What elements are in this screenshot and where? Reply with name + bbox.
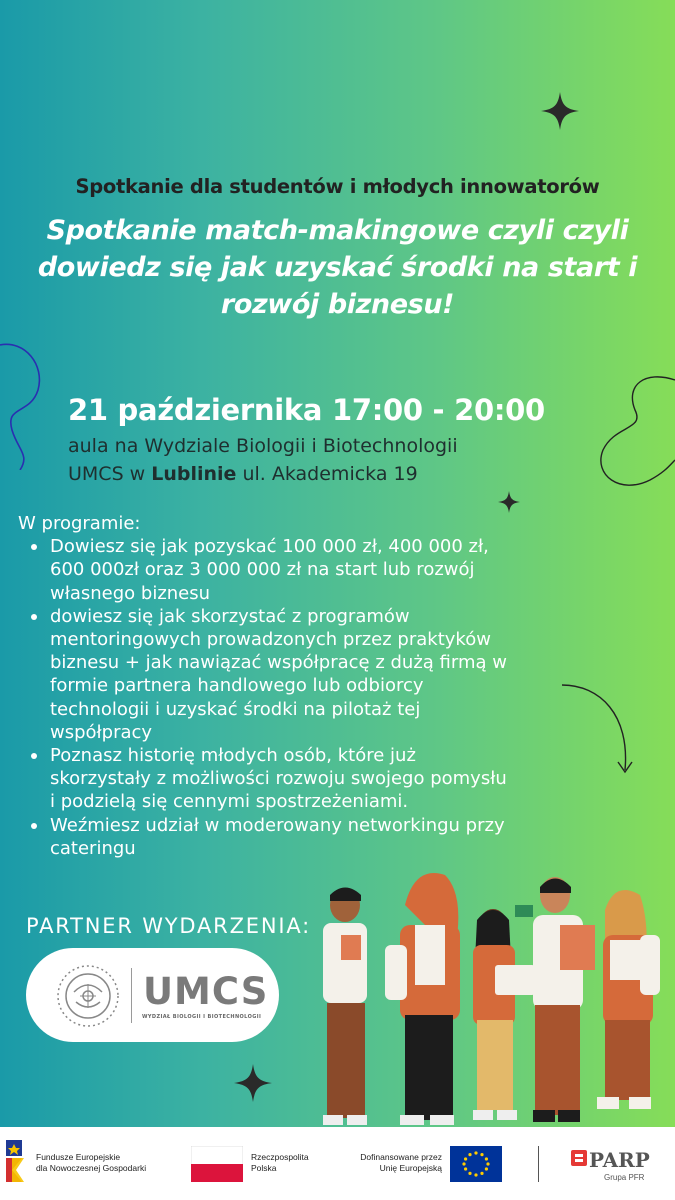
- fe-label: [36, 1152, 146, 1174]
- rp-label-line: Polska: [251, 1163, 277, 1173]
- parp-logo-text: PARP: [589, 1148, 650, 1172]
- program-line: cateringu: [50, 837, 136, 859]
- eu-label: [342, 1152, 442, 1174]
- umcs-emblem-icon: [54, 962, 122, 1030]
- sparkle-icon: [234, 1064, 272, 1102]
- fe-label-line: Fundusze Europejskie: [36, 1152, 121, 1162]
- event-title-line: rozwój biznesu!: [220, 289, 455, 320]
- students-illustration: [305, 865, 675, 1140]
- program-heading: W programie:: [18, 513, 141, 534]
- program-line: technologii i uzyskać środki na pilotaż tej: [50, 698, 421, 720]
- program-item: [50, 744, 638, 814]
- program-line: Poznasz historię młodych osób, które już: [50, 745, 416, 767]
- program-list: [18, 535, 638, 860]
- venue-city: Lublinie: [151, 463, 237, 485]
- program-line: mentoringowych prowadzonych przez praktyków: [50, 629, 491, 651]
- event-venue: [68, 432, 628, 488]
- program-line: skorzystały z możliwości rozwoju swojego pomysłu: [50, 768, 507, 790]
- program-section: [18, 512, 638, 860]
- event-subtitle: Spotkanie dla studentów i młodych innowatorów: [75, 175, 600, 198]
- umcs-logo-text: UMCS: [143, 970, 269, 1013]
- poland-flag-icon: [191, 1146, 243, 1182]
- program-item: [50, 814, 638, 860]
- event-title-line: dowiedz się jak uzyskać środki na start i: [37, 252, 638, 283]
- logo-divider: [131, 968, 132, 1023]
- fe-label-line: dla Nowoczesnej Gospodarki: [36, 1163, 147, 1173]
- program-line: dowiesz się jak skorzystać z programów: [50, 605, 410, 627]
- rp-label: [251, 1152, 309, 1174]
- squiggle-left-decoration: [0, 330, 60, 470]
- eu-label-line: Dofinansowane przez: [360, 1152, 442, 1162]
- program-line: Weźmiesz udział w moderowany networkingu przy: [50, 814, 505, 836]
- sparkle-icon: [498, 491, 520, 513]
- program-line: współpracy: [50, 721, 153, 743]
- footer-divider: [538, 1146, 539, 1182]
- program-line: Dowiesz się jak pozyskać 100 000 zł, 400 000 zł,: [50, 536, 489, 558]
- parp-logo-icon: [571, 1150, 587, 1166]
- event-title: [10, 212, 665, 323]
- program-line: i podzielą się cennymi spostrzeżeniami.: [50, 791, 409, 813]
- fe-logo-icon: [6, 1140, 30, 1184]
- venue-prefix: UMCS w: [68, 463, 152, 485]
- event-title-line: Spotkanie match-makingowe czyli czyli: [46, 215, 629, 246]
- venue-line: [68, 460, 628, 488]
- program-line: biznesu + jak nawiązać współpracę z dużą firmą w: [50, 652, 507, 674]
- parp-logo-subtext: Grupa PFR: [604, 1173, 645, 1182]
- eu-flag-icon: [450, 1146, 502, 1182]
- partner-label: PARTNER WYDARZENIA:: [26, 914, 312, 938]
- umcs-logo-subtext: WYDZIAŁ BIOLOGII I BIOTECHNOLOGII: [142, 1014, 262, 1020]
- eu-label-line: Unię Europejską: [379, 1163, 442, 1173]
- sparkle-icon: [541, 92, 579, 130]
- program-item: [50, 535, 638, 605]
- program-line: własnego biznesu: [50, 582, 211, 604]
- event-date: 21 października 17:00 - 20:00: [68, 393, 545, 427]
- program-line: 600 000zł oraz 3 000 000 zł na start lub rozwój: [50, 559, 475, 581]
- venue-line: aula na Wydziale Biologii i Biotechnologii: [68, 435, 458, 457]
- program-item: [50, 605, 638, 744]
- rp-label-line: Rzeczpospolita: [251, 1152, 309, 1162]
- program-line: formie partnera handlowego lub odbiorcy: [50, 675, 424, 697]
- venue-street: ul. Akademicka 19: [236, 463, 418, 485]
